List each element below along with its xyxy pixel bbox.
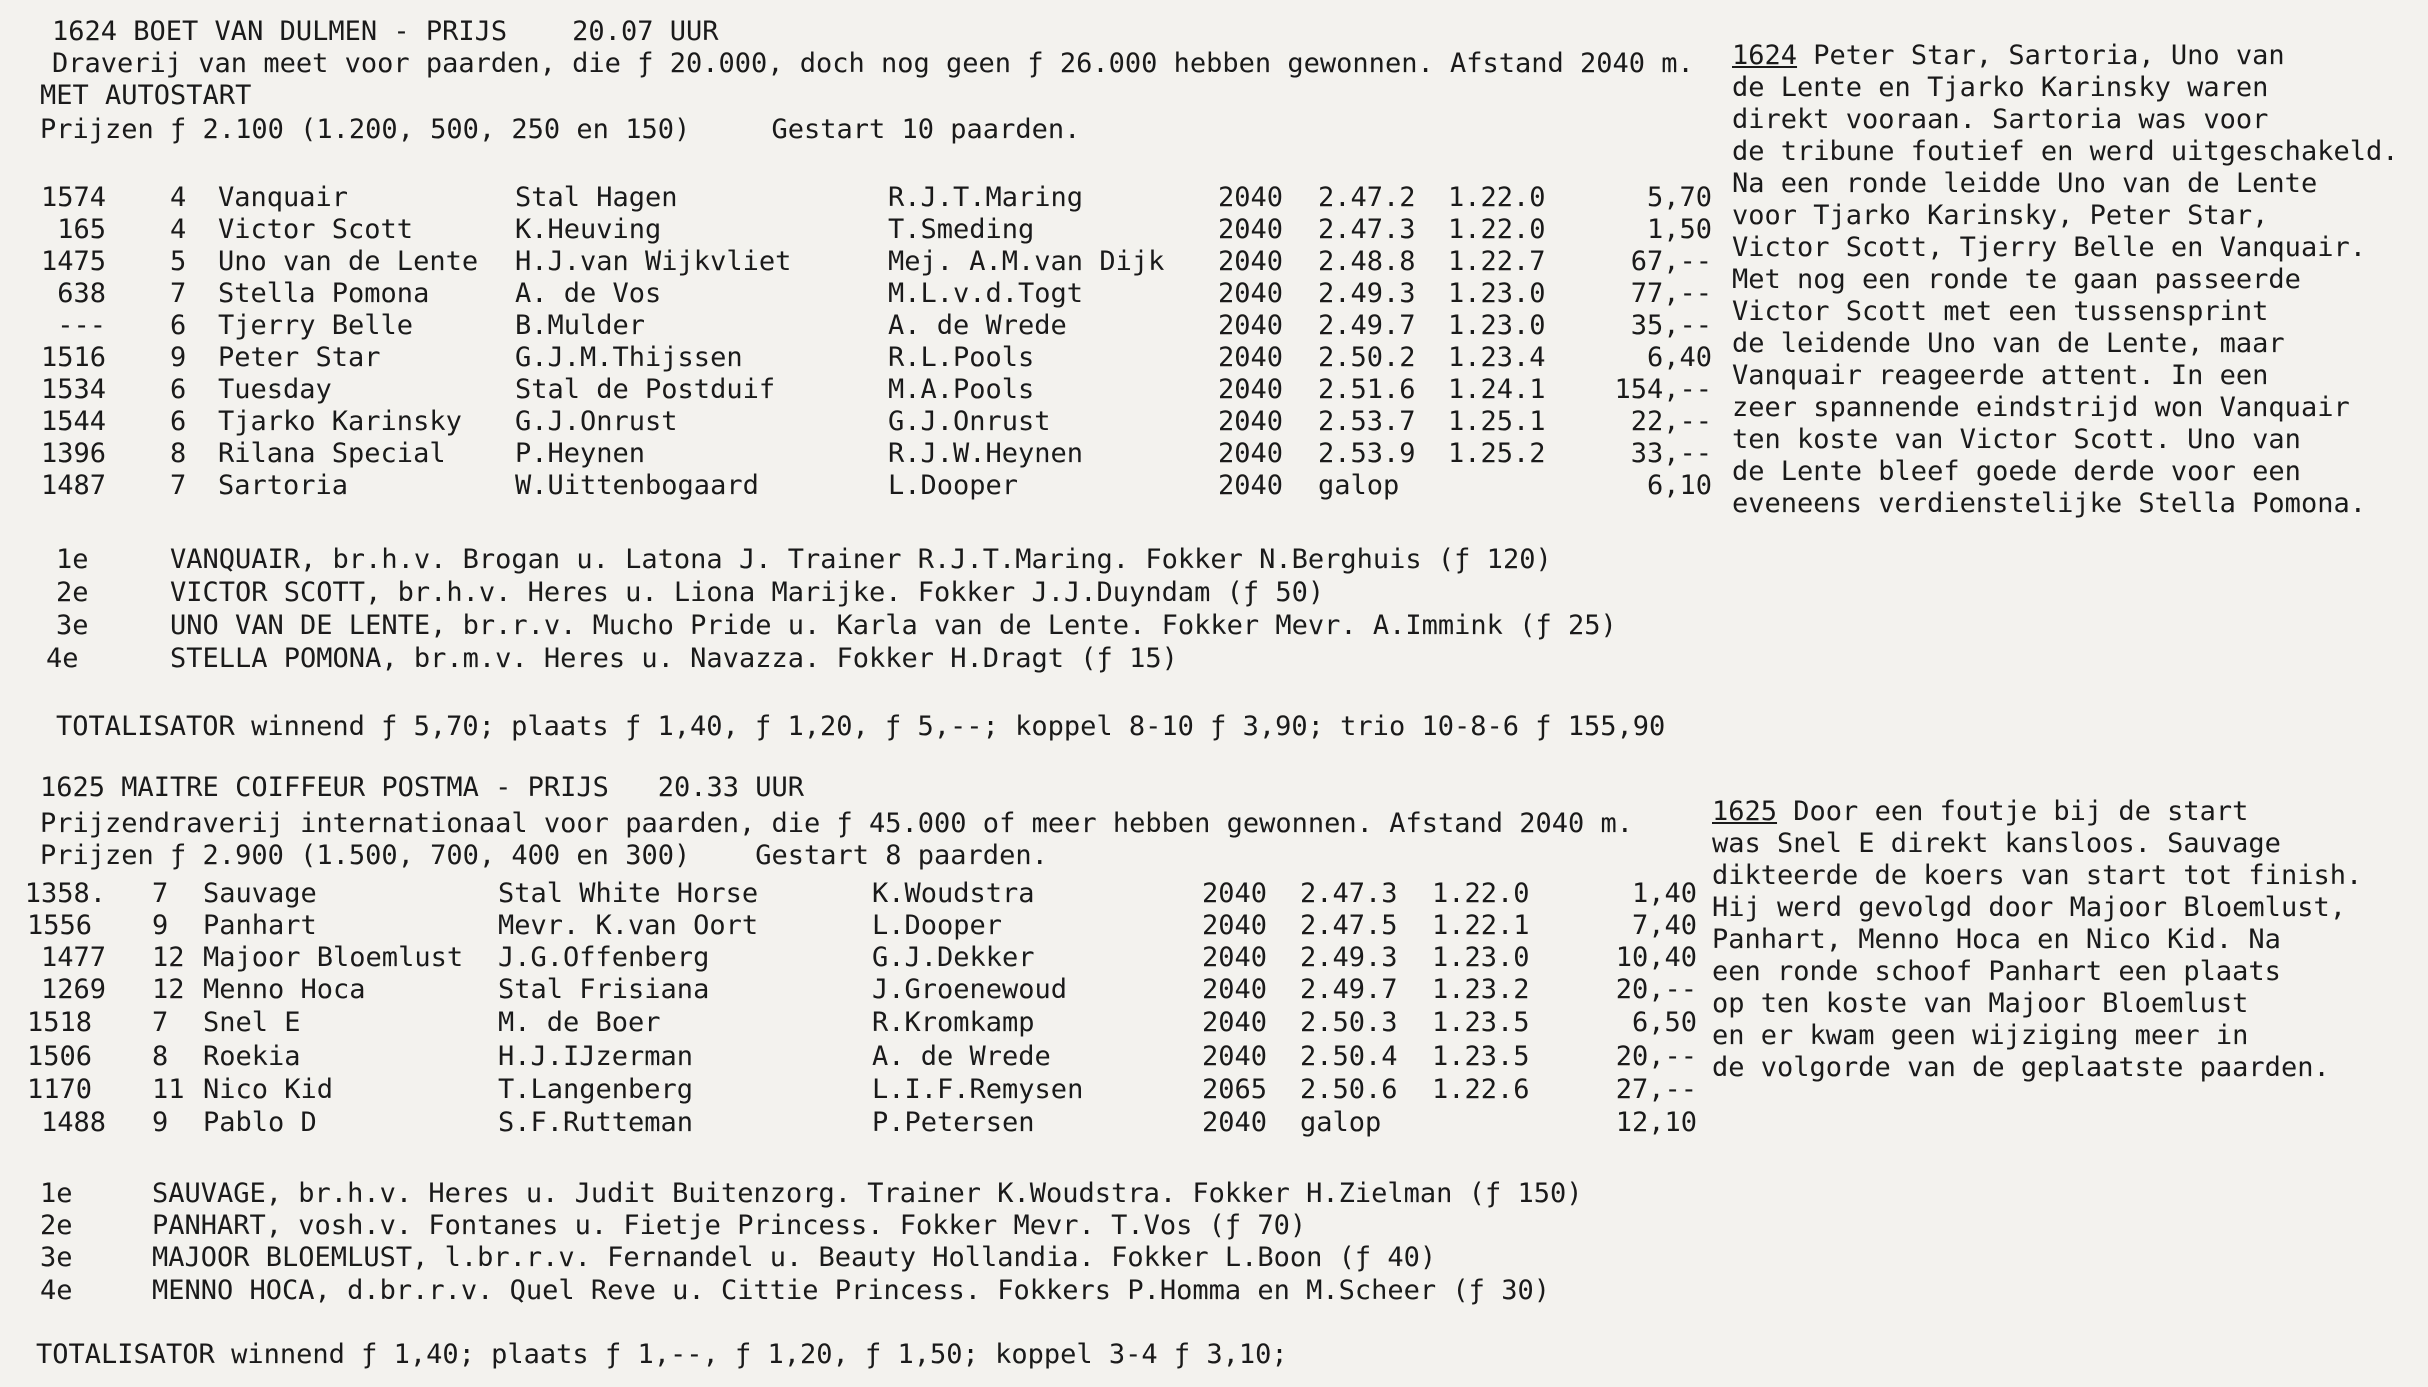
report-number: 1624 [1732,40,1798,71]
race-time: 2.50.3 [1300,1007,1398,1038]
horse-name: Uno van de Lente [218,246,479,277]
owner: G.J.M.Thijssen [515,342,743,373]
start-position: 6 [170,374,187,405]
race-time: 2.51.6 [1318,374,1416,405]
odds: 6,50 [1631,1007,1697,1038]
table-row [0,942,1720,974]
odds: 1,50 [1646,214,1712,245]
placing-rank: 3e [40,1242,73,1273]
odds: 20,-- [1615,1041,1697,1072]
km-time: 1.23.2 [1432,974,1530,1005]
owner: K.Heuving [515,214,662,245]
report-number: 1625 [1712,796,1778,827]
distance: 2040 [1218,214,1284,245]
start-position: 5 [170,246,187,277]
driver: A. de Wrede [872,1041,1051,1072]
report-line: de Lente bleef goede derde voor een [1732,456,2301,487]
owner: T.Langenberg [498,1074,694,1105]
odds: 35,-- [1630,310,1712,341]
race-description: Prijzendraverij internationaal voor paarden, die ƒ 45.000 of meer hebben gewonnen. Afstand 2040 m. [40,808,1634,839]
distance: 2040 [1218,182,1284,213]
placing-detail: VANQUAIR, br.h.v. Brogan u. Latona J. Trainer R.J.T.Maring. Fokker N.Berghuis (ƒ 120) [170,544,1552,575]
race-time: 2.50.4 [1300,1041,1398,1072]
owner: Stal Frisiana [498,974,710,1005]
horse-number: 1358. [24,878,106,909]
horse-number: 1477 [40,942,106,973]
table-row [0,246,1720,278]
horse-number: 1518 [26,1007,92,1038]
race-time: 2.49.3 [1318,278,1416,309]
driver: M.A.Pools [888,374,1035,405]
km-time: 1.22.6 [1432,1074,1530,1105]
odds: 7,40 [1631,910,1697,941]
report-line: voor Tjarko Karinsky, Peter Star, [1732,200,2269,231]
horse-name: Pablo D [203,1107,317,1138]
horse-name: Sartoria [218,470,349,501]
driver: M.L.v.d.Togt [888,278,1084,309]
report-line: een ronde schoof Panhart een plaats [1712,956,2281,987]
horse-number: 1544 [40,406,106,437]
driver: Mej. A.M.van Dijk [888,246,1165,277]
distance: 2040 [1218,246,1284,277]
horse-name: Victor Scott [218,214,414,245]
km-time: 1.22.0 [1432,878,1530,909]
race-time: 2.47.3 [1300,878,1398,909]
horse-name: Tuesday [218,374,332,405]
table-row [0,878,1720,910]
distance: 2065 [1202,1074,1268,1105]
owner: B.Mulder [515,310,646,341]
distance: 2040 [1218,310,1284,341]
driver: T.Smeding [888,214,1035,245]
km-time: 1.23.4 [1448,342,1546,373]
horse-number: --- [57,310,106,341]
race-time: 2.47.3 [1318,214,1416,245]
start-position: 7 [152,878,169,909]
start-position: 6 [170,310,187,341]
totalisator: TOTALISATOR winnend ƒ 1,40; plaats ƒ 1,--, ƒ 1,20, ƒ 1,50; koppel 3-4 ƒ 3,10; [36,1339,1288,1370]
report-line: Met nog een ronde te gaan passeerde [1732,264,2301,295]
placing-row [0,1242,1600,1274]
driver: R.J.W.Heynen [888,438,1084,469]
horse-number: 1556 [26,910,92,941]
table-row [0,974,1720,1006]
placing-row [0,577,1600,609]
table-row [0,1074,1720,1106]
km-time: 1.22.1 [1432,910,1530,941]
placing-detail: STELLA POMONA, br.m.v. Heres u. Navazza. Fokker H.Dragt (ƒ 15) [170,643,1178,674]
start-position: 6 [170,406,187,437]
race-time: galop [1318,470,1400,501]
report-line: de tribune foutief en werd uitgeschakeld. [1732,136,2399,167]
distance: 2040 [1218,470,1284,501]
owner: Stal White Horse [498,878,759,909]
owner: P.Heynen [515,438,646,469]
table-row [0,1007,1720,1039]
km-time: 1.22.0 [1448,182,1546,213]
driver: L.Dooper [872,910,1003,941]
km-time: 1.22.0 [1448,214,1546,245]
distance: 2040 [1202,942,1268,973]
horse-name: Roekia [203,1041,301,1072]
distance: 2040 [1218,406,1284,437]
driver: G.J.Dekker [872,942,1035,973]
odds: 67,-- [1630,246,1712,277]
table-row [0,374,1720,406]
horse-number: 1396 [40,438,106,469]
distance: 2040 [1202,910,1268,941]
report-line: Victor Scott, Tjerry Belle en Vanquair. [1732,232,2366,263]
start-position: 9 [170,342,187,373]
placing-row [0,1178,1600,1210]
horse-name: Rilana Special [218,438,446,469]
horse-number: 1534 [40,374,106,405]
horse-number: 1170 [26,1074,92,1105]
start-position: 8 [152,1041,169,1072]
report-line: de Lente en Tjarko Karinsky waren [1732,72,2269,103]
owner: Stal Hagen [515,182,678,213]
distance: 2040 [1218,438,1284,469]
driver: K.Woudstra [872,878,1035,909]
report-line: 1624 Peter Star, Sartoria, Uno van [1732,40,2285,71]
placing-detail: UNO VAN DE LENTE, br.r.v. Mucho Pride u. Karla van de Lente. Fokker Mevr. A.Immink (ƒ 25) [170,610,1617,641]
odds: 6,10 [1646,470,1712,501]
placing-rank: 1e [56,544,89,575]
placing-row [0,1210,1600,1242]
start-position: 4 [170,214,187,245]
horse-name: Menno Hoca [203,974,366,1005]
report-line: Vanquair reageerde attent. In een [1732,360,2269,391]
odds: 22,-- [1630,406,1712,437]
odds: 12,10 [1615,1107,1697,1138]
horse-name: Panhart [203,910,317,941]
driver: P.Petersen [872,1107,1035,1138]
horse-number: 1488 [40,1107,106,1138]
placing-detail: PANHART, vosh.v. Fontanes u. Fietje Princess. Fokker Mevr. T.Vos (ƒ 70) [152,1210,1307,1241]
table-row [0,910,1720,942]
start-position: 11 [152,1074,185,1105]
start-position: 12 [152,942,185,973]
km-time: 1.23.5 [1432,1007,1530,1038]
horse-number: 1516 [40,342,106,373]
race-time: 2.53.9 [1318,438,1416,469]
report-line: was Snel E direkt kansloos. Sauvage [1712,828,2281,859]
horse-number: 165 [57,214,106,245]
race-time: 2.47.5 [1300,910,1398,941]
start-position: 9 [152,910,169,941]
km-time: 1.23.0 [1448,278,1546,309]
odds: 77,-- [1630,278,1712,309]
distance: 2040 [1218,278,1284,309]
driver: A. de Wrede [888,310,1067,341]
horse-number: 638 [57,278,106,309]
totalisator: TOTALISATOR winnend ƒ 5,70; plaats ƒ 1,40, ƒ 1,20, ƒ 5,--; koppel 8-10 ƒ 3,90; trio 10-8-6 ƒ 155,90 [56,711,1666,742]
horse-name: Vanquair [218,182,349,213]
driver: J.Groenewoud [872,974,1068,1005]
odds: 10,40 [1615,942,1697,973]
horse-number: 1475 [40,246,106,277]
table-row [0,1041,1720,1073]
race-time: 2.53.7 [1318,406,1416,437]
table-row [0,1107,1720,1139]
driver: R.J.T.Maring [888,182,1084,213]
report-line: direkt vooraan. Sartoria was voor [1732,104,2269,135]
placing-detail: SAUVAGE, br.h.v. Heres u. Judit Buitenzorg. Trainer K.Woudstra. Fokker H.Zielman (ƒ 150) [152,1178,1583,1209]
race-prizes: Prijzen ƒ 2.100 (1.200, 500, 250 en 150) Gestart 10 paarden. [40,114,1081,145]
placing-rank: 1e [40,1178,73,1209]
horse-name: Snel E [203,1007,301,1038]
table-row [0,278,1720,310]
report-line: 1625 Door een foutje bij de start [1712,796,2249,827]
placing-rank: 4e [40,1275,73,1306]
horse-name: Stella Pomona [218,278,430,309]
table-row [0,214,1720,246]
odds: 20,-- [1615,974,1697,1005]
odds: 6,40 [1646,342,1712,373]
placing-detail: MENNO HOCA, d.br.r.v. Quel Reve u. Cittie Princess. Fokkers P.Homma en M.Scheer (ƒ 30) [152,1275,1550,1306]
start-position: 7 [170,470,187,501]
placing-row [0,1275,1600,1307]
table-row [0,470,1720,502]
owner: S.F.Rutteman [498,1107,694,1138]
report-line: de leidende Uno van de Lente, maar [1732,328,2285,359]
owner: H.J.van Wijkvliet [515,246,792,277]
distance: 2040 [1202,974,1268,1005]
table-row [0,342,1720,374]
km-time: 1.25.1 [1448,406,1546,437]
report-line: Victor Scott met een tussensprint [1732,296,2269,327]
race-time: 2.50.2 [1318,342,1416,373]
start-position: 4 [170,182,187,213]
driver: R.L.Pools [888,342,1035,373]
driver: G.J.Onrust [888,406,1051,437]
owner: Mevr. K.van Oort [498,910,759,941]
owner: M. de Boer [498,1007,661,1038]
km-time: 1.22.7 [1448,246,1546,277]
report-line: zeer spannende eindstrijd won Vanquair [1732,392,2350,423]
report-line: de volgorde van de geplaatste paarden. [1712,1052,2330,1083]
table-row [0,182,1720,214]
race-description: Draverij van meet voor paarden, die ƒ 20.000, doch nog geen ƒ 26.000 hebben gewonnen. Afstand 2040 m. [52,48,1694,79]
race-prizes: Prijzen ƒ 2.900 (1.500, 700, 400 en 300) Gestart 8 paarden. [40,840,1048,871]
km-time: 1.23.0 [1448,310,1546,341]
report-line: ten koste van Victor Scott. Uno van [1732,424,2301,455]
placing-detail: MAJOOR BLOEMLUST, l.br.r.v. Fernandel u. Beauty Hollandia. Fokker L.Boon (ƒ 40) [152,1242,1437,1273]
report-line: dikteerde de koers van start tot finish. [1712,860,2363,891]
distance: 2040 [1202,1107,1268,1138]
km-time: 1.23.5 [1432,1041,1530,1072]
horse-name: Tjarko Karinsky [218,406,462,437]
distance: 2040 [1218,374,1284,405]
driver: L.I.F.Remysen [872,1074,1084,1105]
placing-rank: 4e [46,643,79,674]
placing-row [0,544,1600,576]
report-line: op ten koste van Majoor Bloemlust [1712,988,2249,1019]
owner: W.Uittenbogaard [515,470,759,501]
placing-rank: 3e [56,610,89,641]
placing-row [0,610,1617,642]
race-time: 2.49.7 [1300,974,1398,1005]
race-time: 2.47.2 [1318,182,1416,213]
race-time: galop [1300,1107,1382,1138]
report-line: eveneens verdienstelijke Stella Pomona. [1732,488,2366,519]
table-row [0,406,1720,438]
report-line: Na een ronde leidde Uno van de Lente [1732,168,2318,199]
race-start-type: MET AUTOSTART [40,80,252,111]
owner: A. de Vos [515,278,662,309]
odds: 27,-- [1615,1074,1697,1105]
start-position: 8 [170,438,187,469]
horse-name: Majoor Bloemlust [203,942,464,973]
owner: G.J.Onrust [515,406,678,437]
race-time: 2.49.7 [1318,310,1416,341]
horse-name: Peter Star [218,342,381,373]
owner: J.G.Offenberg [498,942,710,973]
placing-rank: 2e [40,1210,73,1241]
distance: 2040 [1202,1041,1268,1072]
horse-number: 1506 [26,1041,92,1072]
placing-rank: 2e [56,577,89,608]
report-line: Hij werd gevolgd door Majoor Bloemlust, [1712,892,2346,923]
table-row [0,438,1720,470]
owner: H.J.IJzerman [498,1041,694,1072]
horse-number: 1269 [40,974,106,1005]
odds: 33,-- [1630,438,1712,469]
driver: R.Kromkamp [872,1007,1035,1038]
horse-number: 1487 [40,470,106,501]
km-time: 1.23.0 [1432,942,1530,973]
race-header: 1625 MAITRE COIFFEUR POSTMA - PRIJS 20.33 UUR [40,772,805,803]
owner: Stal de Postduif [515,374,776,405]
km-time: 1.24.1 [1448,374,1546,405]
horse-name: Sauvage [203,878,317,909]
distance: 2040 [1202,1007,1268,1038]
report-line: en er kwam geen wijziging meer in [1712,1020,2249,1051]
placing-row [0,643,1600,675]
odds: 5,70 [1646,182,1712,213]
placing-detail: VICTOR SCOTT, br.h.v. Heres u. Liona Marijke. Fokker J.J.Duyndam (ƒ 50) [170,577,1325,608]
start-position: 12 [152,974,185,1005]
race-header: 1624 BOET VAN DULMEN - PRIJS 20.07 UUR [52,16,719,47]
start-position: 7 [152,1007,169,1038]
km-time: 1.25.2 [1448,438,1546,469]
distance: 2040 [1202,878,1268,909]
race-time: 2.49.3 [1300,942,1398,973]
start-position: 7 [170,278,187,309]
race-time: 2.50.6 [1300,1074,1398,1105]
driver: L.Dooper [888,470,1019,501]
horse-name: Nico Kid [203,1074,334,1105]
distance: 2040 [1218,342,1284,373]
report-line: Panhart, Menno Hoca en Nico Kid. Na [1712,924,2281,955]
horse-number: 1574 [40,182,106,213]
table-row [0,310,1720,342]
odds: 1,40 [1631,878,1697,909]
odds: 154,-- [1614,374,1712,405]
start-position: 9 [152,1107,169,1138]
horse-name: Tjerry Belle [218,310,414,341]
race-time: 2.48.8 [1318,246,1416,277]
